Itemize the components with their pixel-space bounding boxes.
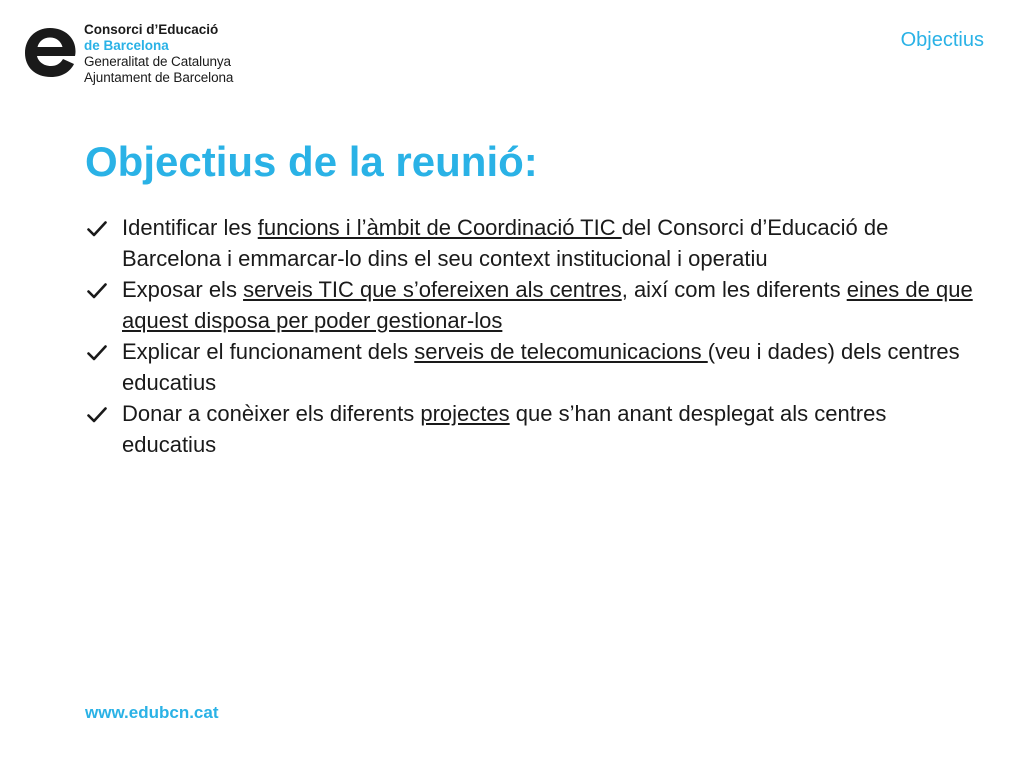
item-text: Explicar el funcionament dels [122,339,415,364]
item-underlined-text: serveis de telecomunicacions [414,339,708,364]
list-item [85,336,975,398]
item-text: que s’han anant desplegat als centres educatius [122,401,887,457]
slide-title: Objectius de la reunió: [85,138,538,185]
checkmark-icon [87,283,107,299]
item-underlined-text: serveis TIC que s’ofereixen als centres [243,277,622,302]
item-text: del Consorci d’Educació de Barcelona i emmarcar-lo dins el seu context institucional i operatiu [122,215,889,271]
objectives-list [85,212,975,460]
item-underlined-text: funcions i l’àmbit de Coordinació TIC [257,215,622,240]
item-underlined-text: projectes [420,401,510,426]
checkmark-icon [87,407,107,423]
item-text: , així com les diferents [621,277,847,302]
checkmark-icon [87,345,107,361]
item-text: Donar a conèixer els diferents [122,401,421,426]
logo-line-ajuntament: Ajuntament de Barcelona [84,70,234,85]
consorci-e-logo-icon [22,24,78,80]
checkmark-icon [87,221,107,237]
item-underlined-text: eines de que aquest disposa per poder gestionar-los [122,277,973,333]
item-text: Identificar les [122,215,258,240]
footer-website-link[interactable]: www.edubcn.cat [85,703,219,722]
list-item [85,212,975,274]
logo-text [84,22,233,86]
logo-line-consorci: Consorci d’Educació [84,22,219,37]
logo-line-generalitat: Generalitat de Catalunya [84,54,231,69]
section-label: Objectius [900,29,984,51]
item-text: (veu i dades) dels centres educatius [122,339,960,395]
list-item [85,274,975,336]
logo-line-barcelona: de Barcelona [84,38,169,53]
consorci-logo [22,22,262,92]
item-text: Exposar els [122,277,244,302]
list-item [85,398,975,460]
